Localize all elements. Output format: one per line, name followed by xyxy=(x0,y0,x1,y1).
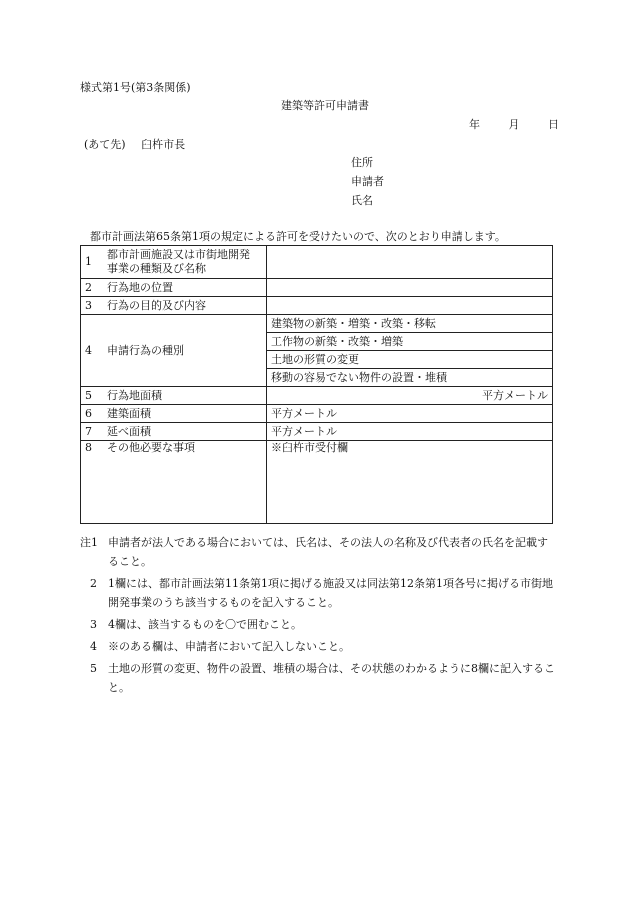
row7-label-cell xyxy=(81,423,267,441)
row5-label: 行為地面積 xyxy=(107,388,162,402)
row1-number: 1 xyxy=(85,255,92,269)
row4-option-3[interactable]: 土地の形質の変更 xyxy=(267,351,553,369)
addressee xyxy=(84,138,197,151)
row3-label-cell xyxy=(81,297,267,315)
table-row xyxy=(81,405,553,423)
row6-number: 6 xyxy=(85,406,92,420)
reception-stamp-label: ※臼杵市受付欄 xyxy=(271,441,348,454)
row8-label: その他必要な事項 xyxy=(107,441,195,454)
row2-label-cell xyxy=(81,279,267,297)
note-1-label: 注1 xyxy=(80,536,98,549)
row6-value-cell[interactable] xyxy=(267,405,553,423)
table-row xyxy=(81,279,553,297)
table-row xyxy=(81,246,553,279)
addressee-name: 臼杵市長 xyxy=(141,138,186,151)
row4-option-1[interactable]: 建築物の新築・増築・改築・移転 xyxy=(267,315,553,333)
note-item xyxy=(80,574,555,612)
row5-label-cell xyxy=(81,387,267,405)
row5-number: 5 xyxy=(85,388,92,402)
row6-label: 建築面積 xyxy=(107,406,151,420)
row6-unit: 平方メートル xyxy=(271,406,337,420)
row5-unit: 平方メートル xyxy=(482,388,548,402)
note-3-text: 4欄は、該当するものを〇で囲むこと。 xyxy=(108,618,302,631)
row7-label: 延べ面積 xyxy=(107,424,151,438)
note-1-text: 申請者が法人である場合においては、氏名は、その法人の名称及び代表者の氏名を記載すること。 xyxy=(108,536,548,568)
row4-label-cell xyxy=(81,315,267,387)
date-day-label: 日 xyxy=(548,118,559,131)
addressee-label: (あて先) xyxy=(84,138,126,151)
row7-number: 7 xyxy=(85,424,92,438)
note-item xyxy=(80,659,555,697)
intro-text: 都市計画法第65条第1項の規定による許可を受けたいので、次のとおり申請します。 xyxy=(90,230,506,243)
note-item xyxy=(80,533,555,571)
row1-label: 都市計画施設又は市街地開発事業の種類及び名称 xyxy=(107,248,250,275)
row1-label-cell xyxy=(81,246,267,279)
document-title: 建築等許可申請書 xyxy=(281,99,369,112)
row3-value-cell[interactable] xyxy=(267,297,553,315)
note-5-label: 5 xyxy=(90,662,97,675)
note-item xyxy=(80,637,555,656)
note-5-text: 土地の形質の変更、物件の設置、堆積の場合は、その状態のわかるように8欄に記入すること。 xyxy=(108,662,555,694)
table-row xyxy=(81,423,553,441)
note-3-label: 3 xyxy=(90,618,97,631)
row6-label-cell xyxy=(81,405,267,423)
applicant-label: 申請者 xyxy=(351,175,384,188)
table-row xyxy=(81,441,553,524)
notes-section xyxy=(80,533,555,700)
note-4-label: 4 xyxy=(90,640,97,653)
date-month-label: 月 xyxy=(508,118,520,131)
date-year-label: 年 xyxy=(469,118,480,131)
date-line xyxy=(469,118,559,131)
row2-number: 2 xyxy=(85,280,92,294)
row7-value-cell[interactable] xyxy=(267,423,553,441)
note-2-text: 1欄には、都市計画法第11条第1項に掲げる施設又は同法第12条第1項各号に掲げる市街地開発事業のうち該当するものを記入すること。 xyxy=(108,577,553,609)
row2-value-cell[interactable] xyxy=(267,279,553,297)
note-2-label: 2 xyxy=(90,577,97,590)
row4-label: 申請行為の種別 xyxy=(107,343,184,357)
row4-number: 4 xyxy=(85,343,92,357)
applicant-name-label: 氏名 xyxy=(351,194,373,207)
applicant-block xyxy=(351,156,384,213)
row8-number: 8 xyxy=(85,441,92,454)
row8-value-cell[interactable] xyxy=(267,441,553,524)
table-row xyxy=(81,297,553,315)
row2-label: 行為地の位置 xyxy=(107,280,173,294)
note-item xyxy=(80,615,555,634)
table-row xyxy=(81,387,553,405)
row8-label-cell xyxy=(81,441,267,524)
note-4-text: ※のある欄は、申請者において記入しないこと。 xyxy=(108,640,350,653)
row3-label: 行為の目的及び内容 xyxy=(107,298,206,312)
applicant-address-label: 住所 xyxy=(351,156,373,169)
row7-unit: 平方メートル xyxy=(271,424,337,438)
row4-option-2[interactable]: 工作物の新築・改築・増築 xyxy=(267,333,553,351)
row5-value-cell[interactable] xyxy=(267,387,553,405)
application-table xyxy=(80,245,553,524)
table-row xyxy=(81,315,553,333)
row4-option-4[interactable]: 移動の容易でない物件の設置・堆積 xyxy=(267,369,553,387)
row1-value-cell[interactable] xyxy=(267,246,553,279)
form-number: 様式第1号(第3条関係) xyxy=(80,81,191,94)
row3-number: 3 xyxy=(85,298,92,312)
